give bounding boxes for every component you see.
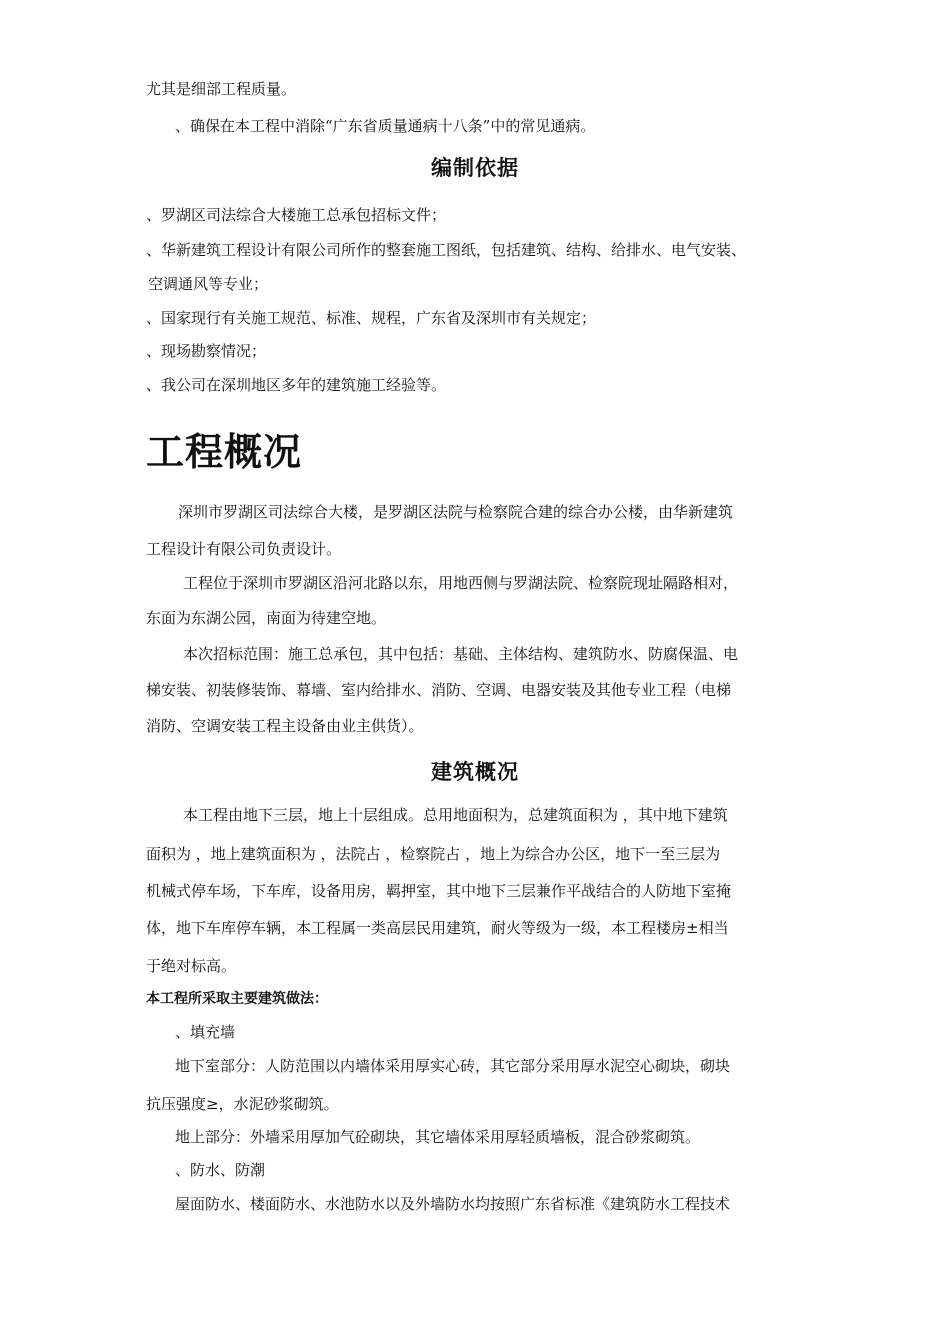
method-line-1: 、填充墙	[175, 1023, 236, 1041]
building-line-5: 于绝对标高。	[146, 957, 237, 975]
basis-item-2: 、华新建筑工程设计有限公司所作的整套施工图纸，包括建筑、结构、给排水、电气安装、	[146, 241, 747, 259]
chapter-heading-overview: 工程概况	[146, 430, 303, 474]
overview-line-2: 工程设计有限公司负责设计。	[146, 540, 342, 558]
overview-line-4: 东面为东湖公园，南面为待建空地。	[146, 609, 387, 627]
overview-line-3: 工程位于深圳市罗湖区沿河北路以东，用地西侧与罗湖法院、检察院现址隔路相对，	[183, 574, 739, 592]
method-line-6: 屋面防水、楼面防水、水池防水以及外墙防水均按照广东省标准《建筑防水工程技术	[175, 1195, 731, 1213]
building-line-4: 体，地下车库停车辆，本工程属一类高层民用建筑，耐火等级为一级，本工程楼房±相当	[146, 919, 729, 937]
method-line-5: 、防水、防潮	[175, 1161, 266, 1179]
intro-line-1: 尤其是细部工程质量。	[146, 80, 297, 98]
building-line-2: 面积为 ，地上建筑面积为 ，法院占 ，检察院占 ，地上为综合办公区，地下一至三层为	[146, 845, 721, 863]
overview-line-7: 消防、空调安装工程主设备由业主供货）。	[146, 717, 424, 735]
section-heading-building: 建筑概况	[431, 759, 519, 784]
building-line-1: 本工程由地下三层，地上十层组成。总用地面积为，总建筑面积为 ，其中地下建筑	[183, 806, 728, 824]
method-line-2: 地下室部分：人防范围以内墙体采用厚实心砖，其它部分采用厚水泥空心砌块，砌块	[175, 1057, 731, 1075]
basis-item-2-cont: 空调通风等专业；	[148, 275, 269, 293]
overview-line-6: 梯安装、初装修装饰、幕墙、室内给排水、消防、空调、电器安装及其他专业工程（电梯	[146, 681, 732, 699]
methods-title: 本工程所采取主要建筑做法：	[146, 991, 328, 1007]
intro-line-2: 、确保在本工程中消除“广东省质量通病十八条”中的常见通病。	[175, 117, 596, 135]
method-line-4: 地上部分：外墙采用厚加气砼砌块，其它墙体采用厚轻质墙板，混合砂浆砌筑。	[175, 1128, 701, 1146]
overview-line-5: 本次招标范围：施工总承包，其中包括：基础、主体结构、建筑防水、防腐保温、电	[183, 645, 739, 663]
basis-item-5: 、我公司在深圳地区多年的建筑施工经验等。	[146, 376, 447, 394]
overview-line-1: 深圳市罗湖区司法综合大楼，是罗湖区法院与检察院合建的综合办公楼，由华新建筑	[178, 503, 734, 521]
basis-item-1: 、罗湖区司法综合大楼施工总承包招标文件；	[146, 206, 447, 224]
section-heading-basis: 编制依据	[431, 155, 519, 180]
building-line-3: 机械式停车场，下车库，设备用房，羁押室，其中地下三层兼作平战结合的人防地下室掩	[146, 882, 732, 900]
method-line-3: 抗压强度≥，水泥砂浆砌筑。	[146, 1095, 339, 1113]
basis-item-4: 、现场勘察情况；	[146, 342, 267, 360]
basis-item-3: 、国家现行有关施工规范、标准、规程，广东省及深圳市有关规定；	[146, 309, 597, 327]
